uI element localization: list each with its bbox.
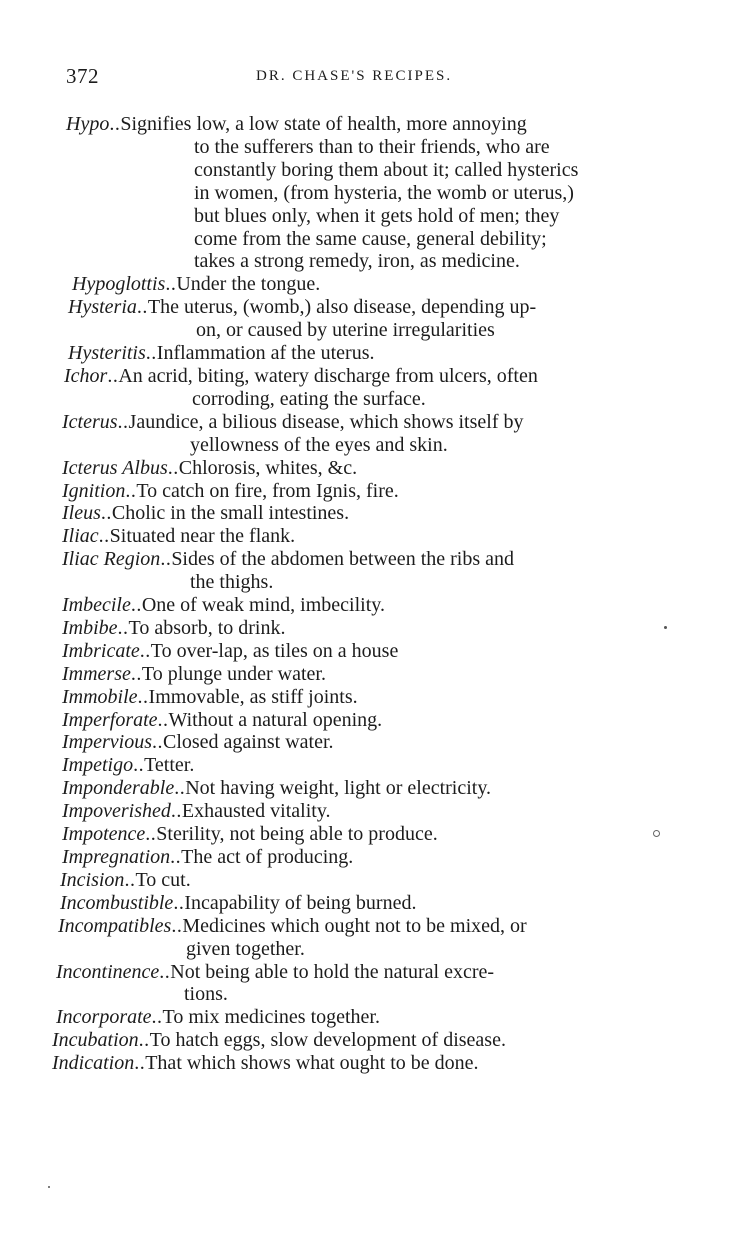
entry-definition: To cut. [135,868,191,891]
entry-separator: .. [170,846,182,868]
entry-continuation-line: but blues only, when it gets hold of men; they [194,204,560,227]
entry-definition: One of weak mind, imbecility. [141,594,385,617]
glossary-entry [0,823,750,846]
entry-term: Icterus Albus [62,456,168,479]
entry-term: Hypoglottis [72,273,166,296]
entry-separator: .. [98,525,110,548]
entry-term: Imbibe [62,616,118,639]
entry-first-line [52,1052,750,1075]
entry-definition: Jaundice, a bilious disease, which shows itself by [128,410,524,433]
entry-separator: .. [173,891,185,914]
entry-separator: .. [130,662,142,685]
entry-definition: To absorb, to drink. [128,616,286,639]
glossary-entry [0,617,750,640]
entry-term: Hysteritis [68,342,146,365]
entry-continuation-line: on, or caused by uterine irregularities [196,319,495,342]
entry-term: Imbecile [62,594,131,617]
entry-first-line [68,296,750,319]
entry-separator: .. [137,685,149,708]
entry-term: Incubation [52,1029,139,1052]
entry-definition: Cholic in the small intestines. [111,502,350,525]
entry-definition: Chlorosis, whites, &c. [178,456,358,479]
glossary-entry [0,777,750,800]
glossary-entry [0,731,750,754]
entry-term: Ichor [64,364,108,387]
entry-separator: .. [136,296,148,319]
entry-first-line [62,686,750,709]
entry-separator: .. [134,1052,146,1075]
entry-separator: .. [133,754,145,777]
entry-term: Incorporate [56,1006,152,1029]
entry-first-line [72,273,750,296]
entry-term: Immerse [62,662,131,685]
entry-separator: .. [124,868,136,891]
entry-separator: .. [139,639,151,662]
entry-term: Ignition [62,479,126,502]
entry-first-line [62,548,750,571]
entry-separator: .. [170,800,182,823]
entry-term: Hysteria [68,296,137,319]
entry-definition: An acrid, biting, watery discharge from ulcers, often [118,364,538,387]
print-speck [48,1186,50,1188]
entry-term: Incontinence [56,960,160,983]
glossary-entry [0,457,750,480]
entry-separator: .. [117,410,129,433]
entry-separator: .. [167,456,179,479]
glossary-entries [0,113,750,1075]
entry-separator: .. [174,777,186,800]
glossary-entry [0,548,750,594]
glossary-entry [0,1052,750,1075]
entry-first-line [68,342,750,365]
entry-separator: .. [160,548,172,571]
entry-definition: Signifies low, a low state of health, more annoying [120,113,527,135]
entry-separator: .. [159,960,171,983]
entry-first-line [62,846,750,869]
entry-continuation-line: to the sufferers than to their friends, who are [194,135,550,158]
entry-continuation-line: yellowness of the eyes and skin. [190,433,448,456]
entry-first-line [52,1029,750,1052]
entry-separator: .. [100,502,112,525]
entry-first-line [62,640,750,663]
glossary-entry [0,915,750,961]
glossary-entry [0,846,750,869]
entry-term: Impoverished [62,800,171,823]
glossary-entry [0,892,750,915]
glossary-entry [0,594,750,617]
entry-separator: .. [145,342,157,365]
entry-first-line [62,594,750,617]
entry-definition: Tetter. [144,754,195,777]
entry-term: Imperforate [62,708,158,731]
entry-first-line [66,113,750,136]
entry-separator: .. [138,1029,150,1052]
glossary-entry [0,754,750,777]
entry-first-line [62,800,750,823]
glossary-entry [0,480,750,503]
entry-separator: .. [130,594,142,617]
glossary-entry [0,1029,750,1052]
entry-definition: Closed against water. [162,731,334,754]
glossary-entry [0,365,750,411]
entry-separator: .. [107,364,119,387]
entry-separator: .. [117,616,129,639]
entry-definition: The act of producing. [181,846,354,868]
entry-definition: Sterility, not being able to produce. [156,823,438,846]
entry-separator: .. [171,914,183,937]
glossary-entry [0,709,750,732]
entry-first-line [62,709,750,732]
entry-first-line [62,525,750,548]
entry-first-line [56,961,750,984]
entry-term: Hypo [66,113,110,135]
entry-first-line [60,892,750,915]
page-header [66,64,706,90]
entry-definition: Not being able to hold the natural excre- [170,960,495,983]
entry-definition: Without a natural opening. [168,708,383,731]
glossary-entry [0,663,750,686]
glossary-entry [0,296,750,342]
entry-definition: To plunge under water. [141,662,326,685]
entry-term: Impotence [62,823,146,846]
entry-first-line [64,365,750,388]
entry-first-line [62,731,750,754]
entry-term: Iliac Region [62,548,161,571]
entry-separator: .. [151,731,163,754]
running-title: DR. CHASE'S RECIPES. [256,68,453,84]
entry-first-line [62,777,750,800]
glossary-entry [0,961,750,1007]
glossary-entry [0,113,750,273]
entry-separator: .. [109,113,121,135]
entry-term: Impetigo [62,754,134,777]
entry-first-line [62,411,750,434]
entry-term: Incompatibles [58,914,172,937]
entry-term: Indication [52,1052,135,1075]
entry-definition: Under the tongue. [176,273,321,296]
glossary-entry [0,273,750,296]
entry-first-line [62,823,750,846]
entry-first-line [58,915,750,938]
entry-term: Imponderable [62,777,175,800]
entry-continuation-line: come from the same cause, general debility; [194,227,547,250]
glossary-entry [0,869,750,892]
entry-continuation-line: takes a strong remedy, iron, as medicine. [194,250,520,273]
entry-term: Icterus [62,410,118,433]
entry-first-line [62,617,750,640]
print-speck [664,626,667,629]
entry-definition: To over-lap, as tiles on a house [150,639,399,662]
entry-first-line [62,663,750,686]
glossary-entry [0,1006,750,1029]
entry-continuation-line: corroding, eating the surface. [192,387,426,410]
entry-first-line [62,502,750,525]
entry-definition: Not having weight, light or electricity. [185,777,492,800]
glossary-entry [0,686,750,709]
entry-continuation-line: in women, (from hysteria, the womb or uterus,) [194,181,574,204]
entry-first-line [62,480,750,503]
entry-definition: That which shows what ought to be done. [145,1052,479,1075]
entry-separator: .. [145,823,157,846]
page-number: 372 [66,64,99,88]
entry-first-line [56,1006,750,1029]
entry-term: Impregnation [62,846,171,868]
entry-first-line [60,869,750,892]
glossary-entry [0,525,750,548]
print-speck [653,830,660,837]
entry-definition: Situated near the flank. [109,525,296,548]
glossary-entry [0,342,750,365]
entry-first-line [62,457,750,480]
glossary-entry [0,800,750,823]
entry-definition: Exhausted vitality. [181,800,331,823]
entry-separator: .. [165,273,177,296]
glossary-entry [0,640,750,663]
entry-first-line [62,754,750,777]
entry-definition: Inflammation af the uterus. [156,342,375,365]
entry-definition: Immovable, as stiff joints. [148,685,358,708]
entry-definition: To hatch eggs, slow development of disease. [149,1029,506,1052]
entry-continuation-line: the thighs. [190,571,274,594]
entry-definition: Sides of the abdomen between the ribs and [171,548,514,571]
entry-separator: .. [151,1006,163,1029]
glossary-entry [0,411,750,457]
entry-continuation-line: given together. [186,937,305,960]
entry-term: Immobile [62,685,138,708]
entry-definition: To catch on fire, from Ignis, fire. [136,479,399,502]
glossary-entry [0,502,750,525]
entry-definition: Incapability of being burned. [184,891,417,914]
entry-term: Imbricate [62,639,140,662]
entry-term: Incombustible [60,891,174,914]
entry-definition: To mix medicines together. [162,1006,380,1029]
entry-separator: .. [125,479,137,502]
entry-term: Impervious [62,731,152,754]
entry-term: Incision [60,868,125,891]
entry-continuation-line: constantly boring them about it; called hysterics [194,158,579,181]
entry-separator: .. [157,708,169,731]
entry-continuation-line: tions. [184,983,228,1006]
entry-definition: The uterus, (womb,) also disease, depending up- [147,296,537,319]
entry-definition: Medicines which ought not to be mixed, or [182,914,527,937]
entry-term: Ileus [62,502,101,525]
entry-term: Iliac [62,525,99,548]
